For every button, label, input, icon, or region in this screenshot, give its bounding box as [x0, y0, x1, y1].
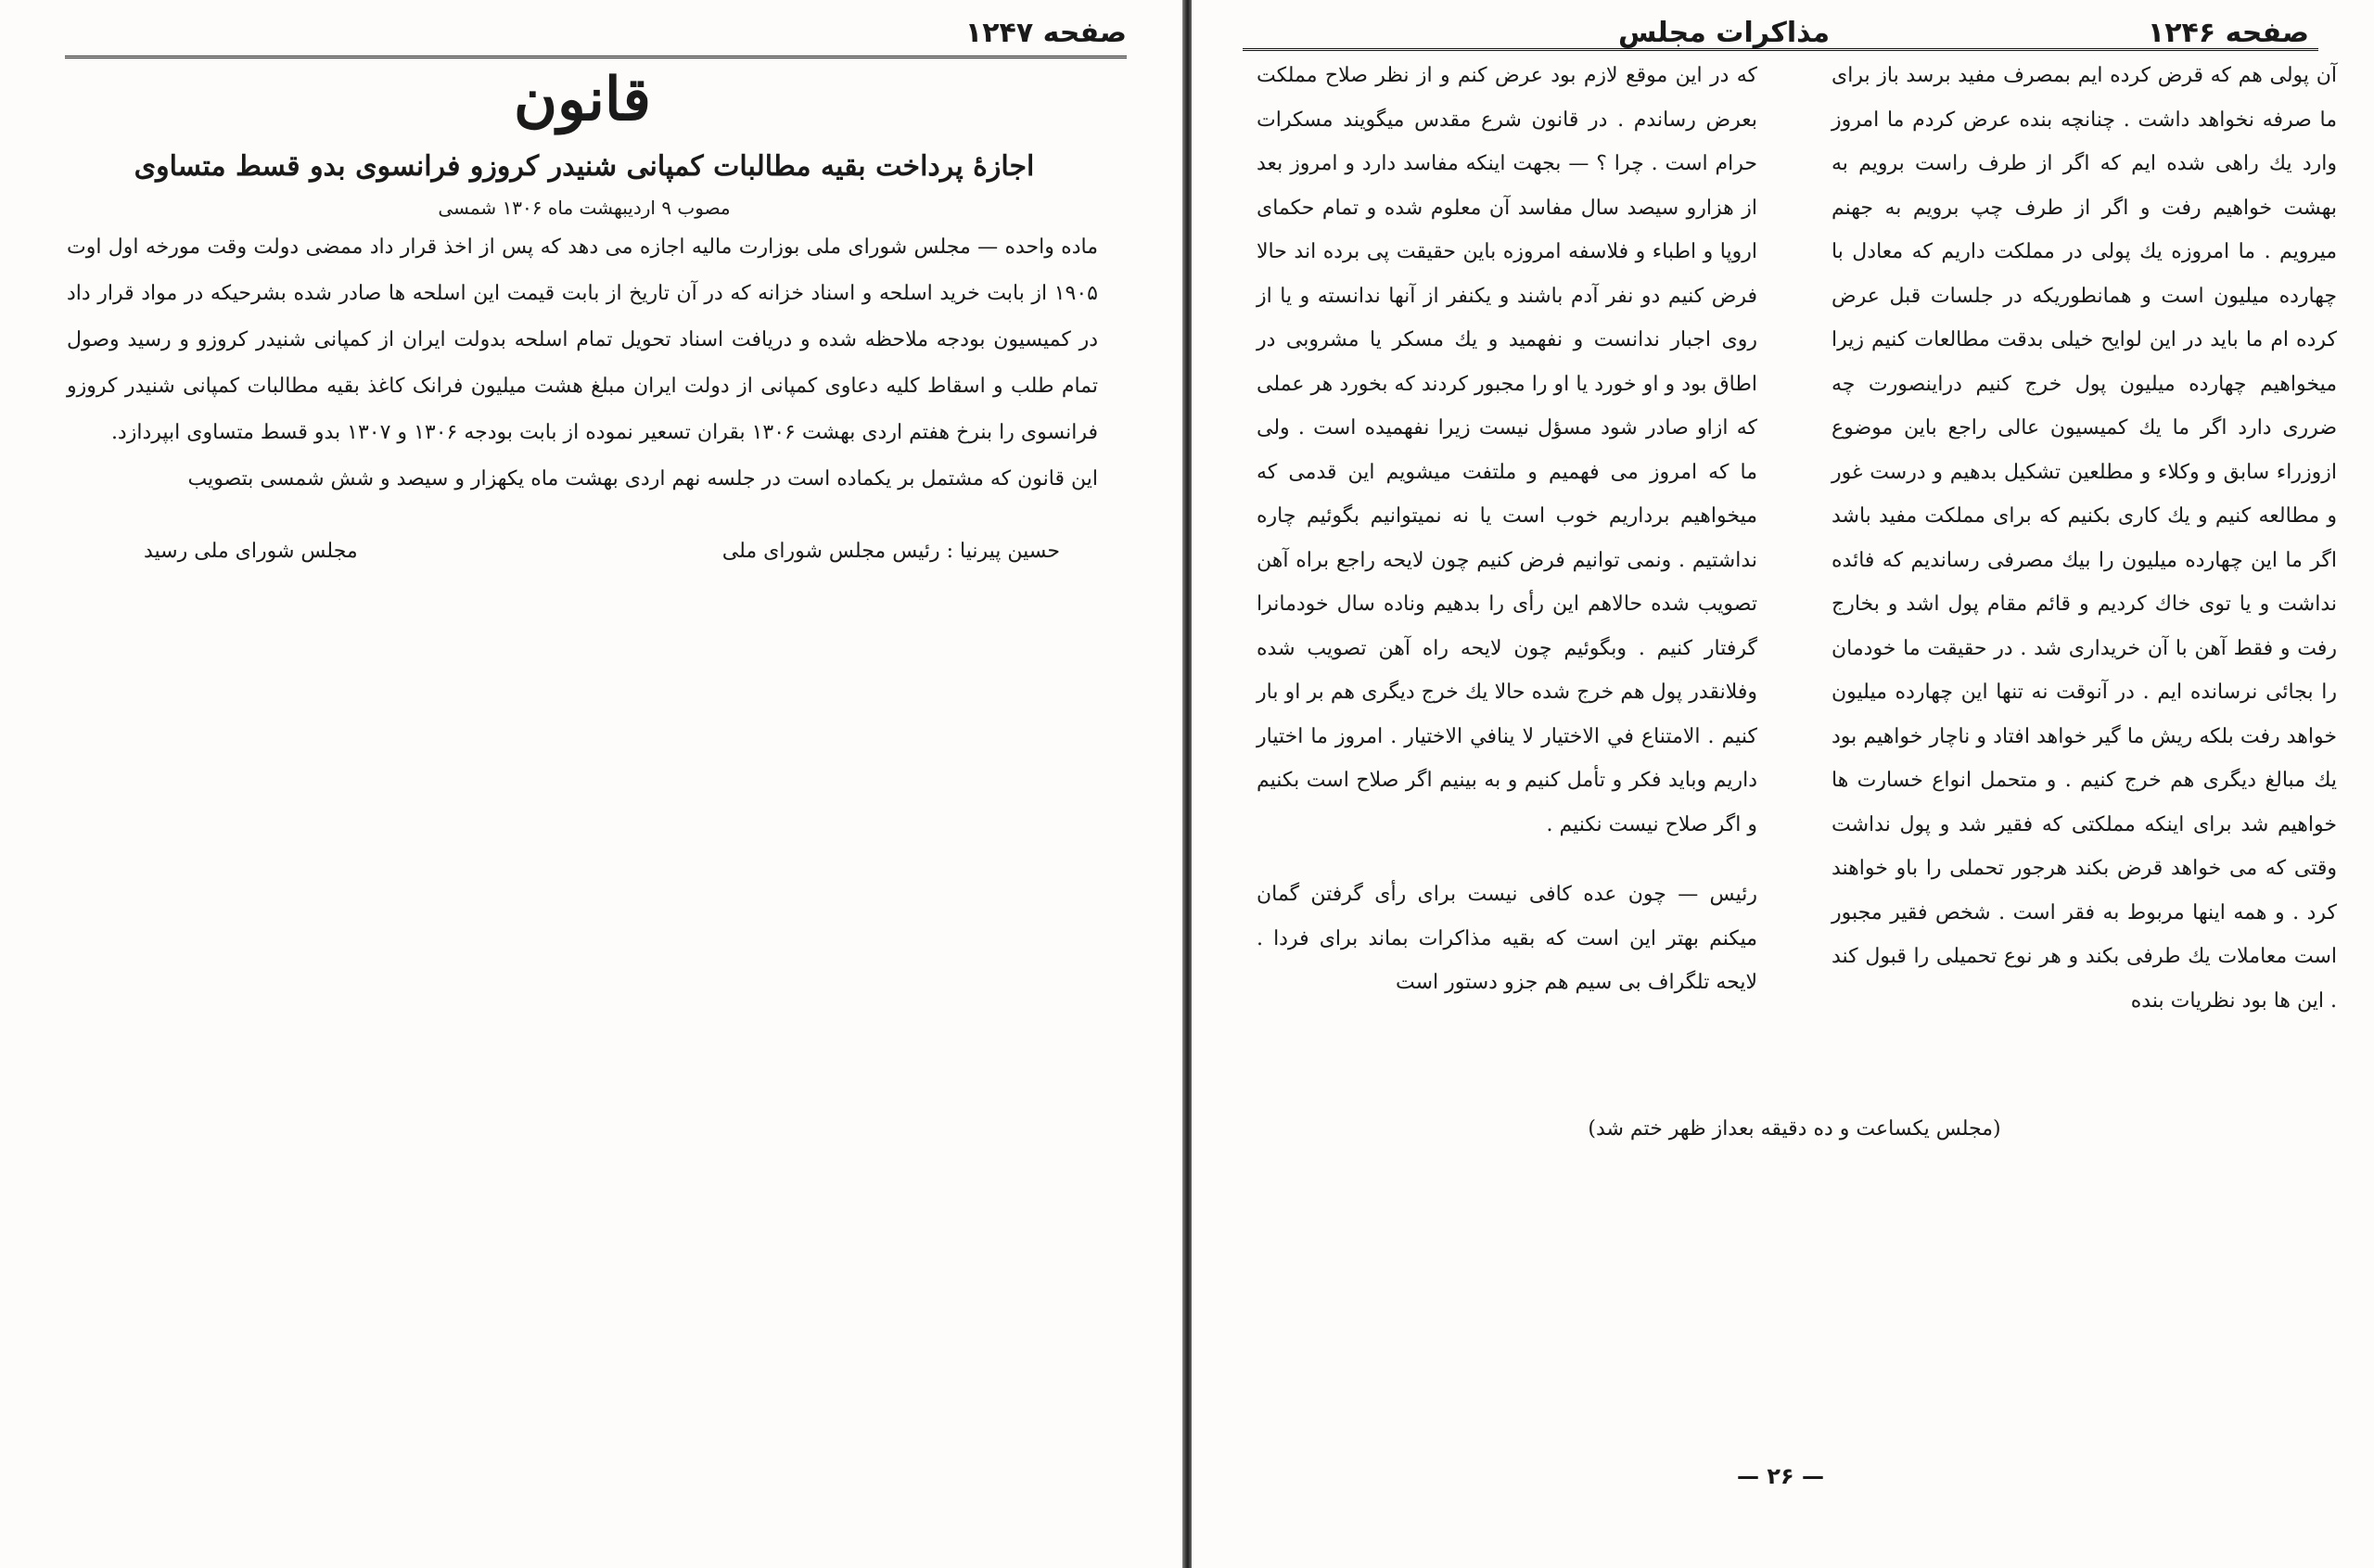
text-column-left — [1257, 54, 1757, 1005]
session-closing-note: (مجلس یکساعت و ده دقیقه بعداز ظهر ختم شد) — [1588, 1117, 2001, 1141]
debate-paragraph: آن پولی هم که قرض کرده ایم بمصرف مفید برسد باز برای ما صرفه نخواهد داشت . چنانچه بنده عرض کردم ما امروز وارد یك راهی شده ایم که اگر از طرف راست برویم به بهشت خواهیم رفت و اگر از طرف چپ برویم به جهنم میرویم . ما امروزه یك پولی در مملکت داریم که معادل با چهارده میلیون است و همانطوریکه در جلسات قبل عرض کرده ام ما باید در این لوایح خیلی بدقت مطالعات کنیم زیرا میخواهیم چهارده میلیون پول خرج کنیم دراینصورت چه ضرری دارد اگر ما یك کمیسیون عالی راجع باین موضوع ازوزراء سابق و وکلاء و مطلعین تشکیل بدهیم و درست غور و مطالعه کنیم و یك کاری بکنیم که برای مملکت مفید باشد اگر ما این چهارده میلیون را بیك مصرفی رساندیم که فائده نداشت و یا توی خاك کردیم و قائم مقام پول اشد و بخارج رفت و فقط آهن با آن خریداری شد . در حقیقت ما خودمان را بجائی نرسانده ایم . در آنوقت نه تنها این چهارده میلیون خواهد رفت بلکه ریش ما گیر خواهد افتاد و ناچار خواهیم بود یك مبالغ دیگری هم خرج کنیم . و متحمل انواع خسارت ها خواهیم شد برای اینکه مملکتی که فقیر شد و پول نداشت وقتی که می خواهد قرض بکند هرجور تحملی را باو خواهند کرد . و همه اینها مربوط به فقر است . شخص فقیر مجبور است معاملات یك طرفی بکند و هر نوع تحمیلی را قبول کند . این ها بود نظریات بنده — [1832, 64, 2337, 1013]
right-page-number-header: صفحه ۱۲۴۶ — [2147, 17, 2309, 49]
council-ratified: مجلس شورای ملی رسید — [144, 540, 358, 563]
header-rule — [65, 56, 1127, 58]
law-article-paragraph: ماده واحده — مجلس شورای ملی بوزارت مالیه اجازه می دهد که پس از اخذ قرار داد ممضی دولت وقت مورخه اول اوت ۱۹۰۵ از بابت خرید اسلحه و اسناد خزانه که در آن تاریخ از بابت قیمت این اسلحه ها صادر شده بشرحیکه در مواد قرار داد در کمیسیون بودجه ملاحظه شده و دریافت اسناد تحویل تمام اسلحه بدولت ایران از کمپانی شنیدر کروزو و رسید وصول تمام طلب و اسقاط کلیه دعاوی کمپانی از دولت ایران مبلغ هشت میلیون فرانک کاغذ بقیه مطالبات کمپانی شنیدر کروزو فرانسوی را بنرخ هفتم اردی بهشت ۱۳۰۶ بقران تسعیر نموده از بابت بودجه ۱۳۰۶ و ۱۳۰۷ بدو قسط متساوی ابپردازد. — [67, 236, 1098, 444]
law-title: قانون — [514, 65, 651, 134]
law-body — [67, 224, 1098, 503]
right-page — [1192, 0, 2374, 1568]
speaker-signature: حسین پیرنیا : رئیس مجلس شورای ملی — [721, 540, 1060, 563]
page-number: — ۲۶ — — [1736, 1463, 1824, 1489]
text-column-right — [1832, 54, 2337, 1023]
left-page — [0, 0, 1182, 1568]
left-page-number-header: صفحه ۱۲۴۷ — [964, 17, 1127, 49]
header-rule — [1243, 48, 2318, 51]
president-remark: رئیس — چون عده کافی نیست برای رأی گرفتن گمان میکنم بهتر این است که بقیه مذاکرات بماند برای فردا . لایحه تلگراف بی سیم هم جزو دستور است — [1257, 883, 1757, 994]
approval-date: مصوب ۹ اردیبهشت ماه ۱۳۰۶ شمسی — [438, 197, 731, 219]
debate-paragraph: که در این موقع لازم بود عرض کنم و از نظر صلاح مملکت بعرض رساندم . در قانون شرع مقدس میگویند مسکرات حرام است . چرا ؟ — بجهت اینکه مفاسد دارد و امروز بعد از هزارو سیصد سال مفاسد آن معلوم شده و تمام حکمای اروپا و اطباء و فلاسفه امروزه باین حقیقت پی برده اند حالا فرض کنیم دو نفر آدم باشند و یکنفر از آنها ندانسته و یا از روی اجبار ندانست و نفهمید و یك مسکر یا مشروبی در اطاق بود و او خورد یا او را مجبور کردند که بخورد هر عملی که ازاو صادر شود مسؤل نیست زیرا نفهمیده است . ولی ما که امروز می فهمیم و ملتفت میشویم این قدمی که میخواهیم برداریم خوب است یا نه نمیتوانیم بگوئیم چاره نداشتیم . ونمی توانیم فرض کنیم چون لایحه راجع براه آهن تصویب شده حالاهم این رأی را بدهیم وناده سال خودمانرا گرفتار کنیم . وبگوئیم چون لایحه راه آهن تصویب شده وفلانقدر پول هم خرج شده حالا یك خرج دیگری هم بر او بار کنیم . الامتناع في الاختیار لا ینافي الاختیار . امروز ما اختیار داریم وباید فکر و تأمل کنیم و به بینیم اگر صلاح است بکنیم و اگر صلاح نیست نکنیم . — [1257, 64, 1757, 836]
law-ratification-paragraph: این قانون که مشتمل بر یکماده است در جلسه نهم اردی بهشت ماه یکهزار و سیصد و شش شمسی بتصویب — [187, 467, 1098, 491]
running-title: مذاکرات مجلس — [1618, 17, 1831, 49]
law-subtitle: اجازهٔ پرداخت بقیه مطالبات کمپانی شنیدر کروزو فرانسوی بدو قسط متساوی — [134, 150, 1035, 183]
signature-line — [144, 540, 1099, 563]
